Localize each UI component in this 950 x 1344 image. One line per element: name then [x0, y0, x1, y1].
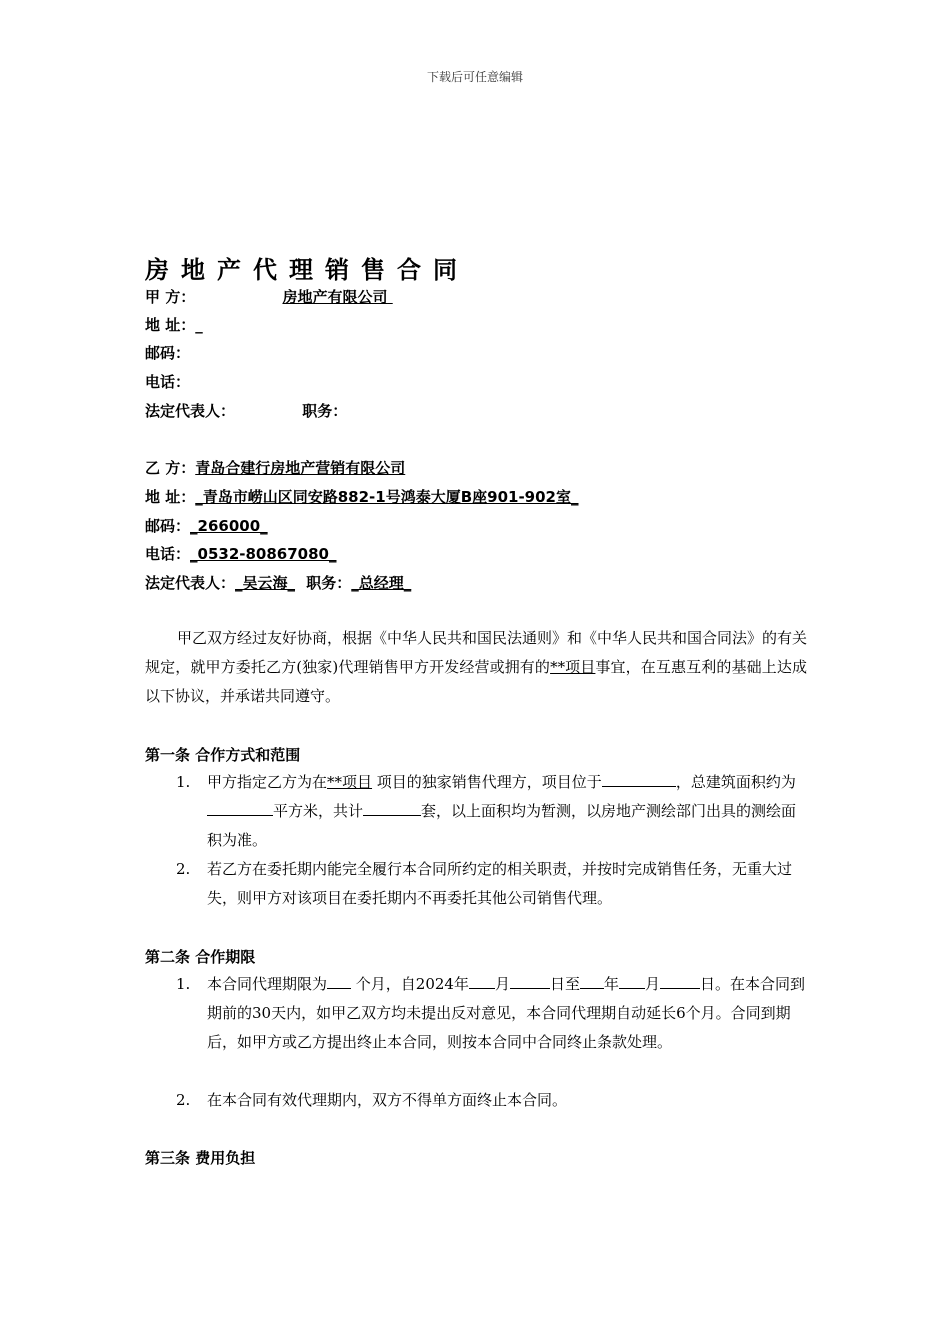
party-a-position-label: 职务： — [302, 402, 348, 420]
article-1-item-2-number: 2. — [176, 860, 191, 878]
article-2-item-1-part-b: 个月，自2024年 — [351, 975, 469, 993]
article-1-heading: 第一条 合作方式和范围 — [145, 746, 301, 764]
preamble-paragraph — [145, 624, 807, 711]
article-2-item-2 — [176, 1086, 806, 1115]
article-2-item-1-text — [207, 970, 806, 1057]
party-a-rep-line — [145, 400, 347, 421]
preamble-part2: 事宜，在互惠互利的基础上达成以下协议，并承诺共同遵守。 — [145, 658, 807, 705]
article-1-item-1-project: **项目 — [327, 773, 373, 791]
article-2-item-1-number: 1. — [176, 975, 191, 993]
party-a-name-value: 房地产有限公司 — [282, 288, 388, 306]
article-1-item-1-number: 1. — [176, 773, 191, 791]
party-a-name-label: 甲 方： — [145, 288, 196, 306]
article-2-item-1-part-e: 年 — [604, 975, 620, 993]
party-b-name-label: 乙 方： — [145, 459, 196, 477]
article-2-item-1-part-d: 日至 — [549, 975, 580, 993]
party-b-phone-label: 电话： — [145, 545, 191, 563]
article-3-heading: 第三条 费用负担 — [145, 1149, 256, 1167]
article-1-item-2-text: 若乙方在委托期内能完全履行本合同所约定的相关职责，并按时完成销售任务，无重大过失，则甲方对该项目在委托期内不再委托其他公司销售代理。 — [207, 860, 793, 907]
location-blank — [602, 770, 676, 787]
party-b-phone-value: _0532-80867080_ — [190, 545, 337, 563]
party-a-phone-label: 电话： — [145, 373, 191, 391]
party-a-address-line — [145, 314, 203, 335]
article-1-item-2 — [176, 855, 806, 913]
article-2-item-2-text: 在本合同有效代理期内，双方不得单方面终止本合同。 — [207, 1091, 568, 1109]
party-b-postcode-label: 邮码： — [145, 517, 191, 535]
party-b-postcode-line — [145, 515, 268, 536]
article-2-item-1-part-c: 月 — [494, 975, 510, 993]
party-b-postcode-value: _266000_ — [190, 517, 268, 535]
article-2-item-1-part-a: 本合同代理期限为 — [207, 975, 328, 993]
start-day-blank — [510, 972, 550, 989]
article-1-item-1-part-a: 甲方指定乙方为在 — [207, 773, 328, 791]
article-2-item-1-part-f: 月 — [645, 975, 661, 993]
party-b-position-value: _总经理_ — [351, 574, 412, 592]
unit-count-blank — [363, 799, 421, 816]
party-b-name-line — [145, 457, 405, 478]
party-a-postcode-line — [145, 342, 190, 363]
party-a-rep-label: 法定代表人： — [145, 402, 236, 420]
article-1-item-1-part-d: 平方米，共计 — [273, 802, 364, 820]
article-2-item-1-part-g: 日。在本合同到期前的30天内，如甲乙双方均未提出反对意见，本合同代理期自动延长6个月。合同到期后，如甲方或乙方提出终止本合同，则按本合同中合同终止条款处理。 — [207, 975, 806, 1051]
term-months-blank — [327, 972, 351, 989]
party-b-address-value: _青岛市崂山区同安路882-1号鸿泰大厦B座901-902室_ — [195, 488, 579, 506]
party-b-position-label: 职务： — [306, 574, 352, 592]
preamble-part1: 甲乙双方经过友好协商，根据《中华人民共和国民法通则》和《中华人民共和国合同法》的有关规定，就甲方委托乙方(独家)代理销售甲方开发经营或拥有的 — [145, 629, 808, 676]
party-b-address-line — [145, 486, 579, 507]
party-a-phone-line — [145, 371, 190, 392]
party-b-rep-line — [145, 572, 411, 593]
party-b-name-value: 青岛合建行房地产营销有限公司 — [195, 459, 406, 477]
start-month-blank — [469, 972, 495, 989]
document-title: 房地产代理销售合同 — [145, 256, 469, 284]
party-a-name-line — [145, 286, 393, 307]
article-1-item-1-part-b: 项目的独家销售代理方，项目位于 — [372, 773, 602, 791]
party-a-postcode-label: 邮码： — [145, 344, 191, 362]
party-b-address-label: 地 址： — [145, 488, 196, 506]
party-a-name-underline-tail — [387, 288, 392, 306]
end-day-blank — [660, 972, 700, 989]
preamble-project: **项目 — [550, 658, 596, 676]
header-note: 下载后可任意编辑 — [426, 70, 523, 84]
article-2-item-2-number: 2. — [176, 1091, 191, 1109]
party-b-rep-label: 法定代表人： — [145, 574, 236, 592]
article-1-item-1-text — [207, 768, 806, 855]
area-blank — [207, 799, 273, 816]
party-a-address-label: 地 址：_ — [145, 316, 203, 334]
article-1-item-1-part-e: 套，以上面积均为暂测，以房地产测绘部门出具的测绘面积为准。 — [207, 802, 797, 849]
article-1-item-1-part-c: ，总建筑面积约为 — [675, 773, 796, 791]
article-2-item-1 — [176, 970, 806, 1057]
article-1-item-1 — [176, 768, 806, 855]
end-year-blank — [580, 972, 604, 989]
article-2-heading: 第二条 合作期限 — [145, 948, 256, 966]
party-b-rep-value: _吴云海_ — [235, 574, 296, 592]
party-b-phone-line — [145, 543, 337, 564]
end-month-blank — [619, 972, 645, 989]
